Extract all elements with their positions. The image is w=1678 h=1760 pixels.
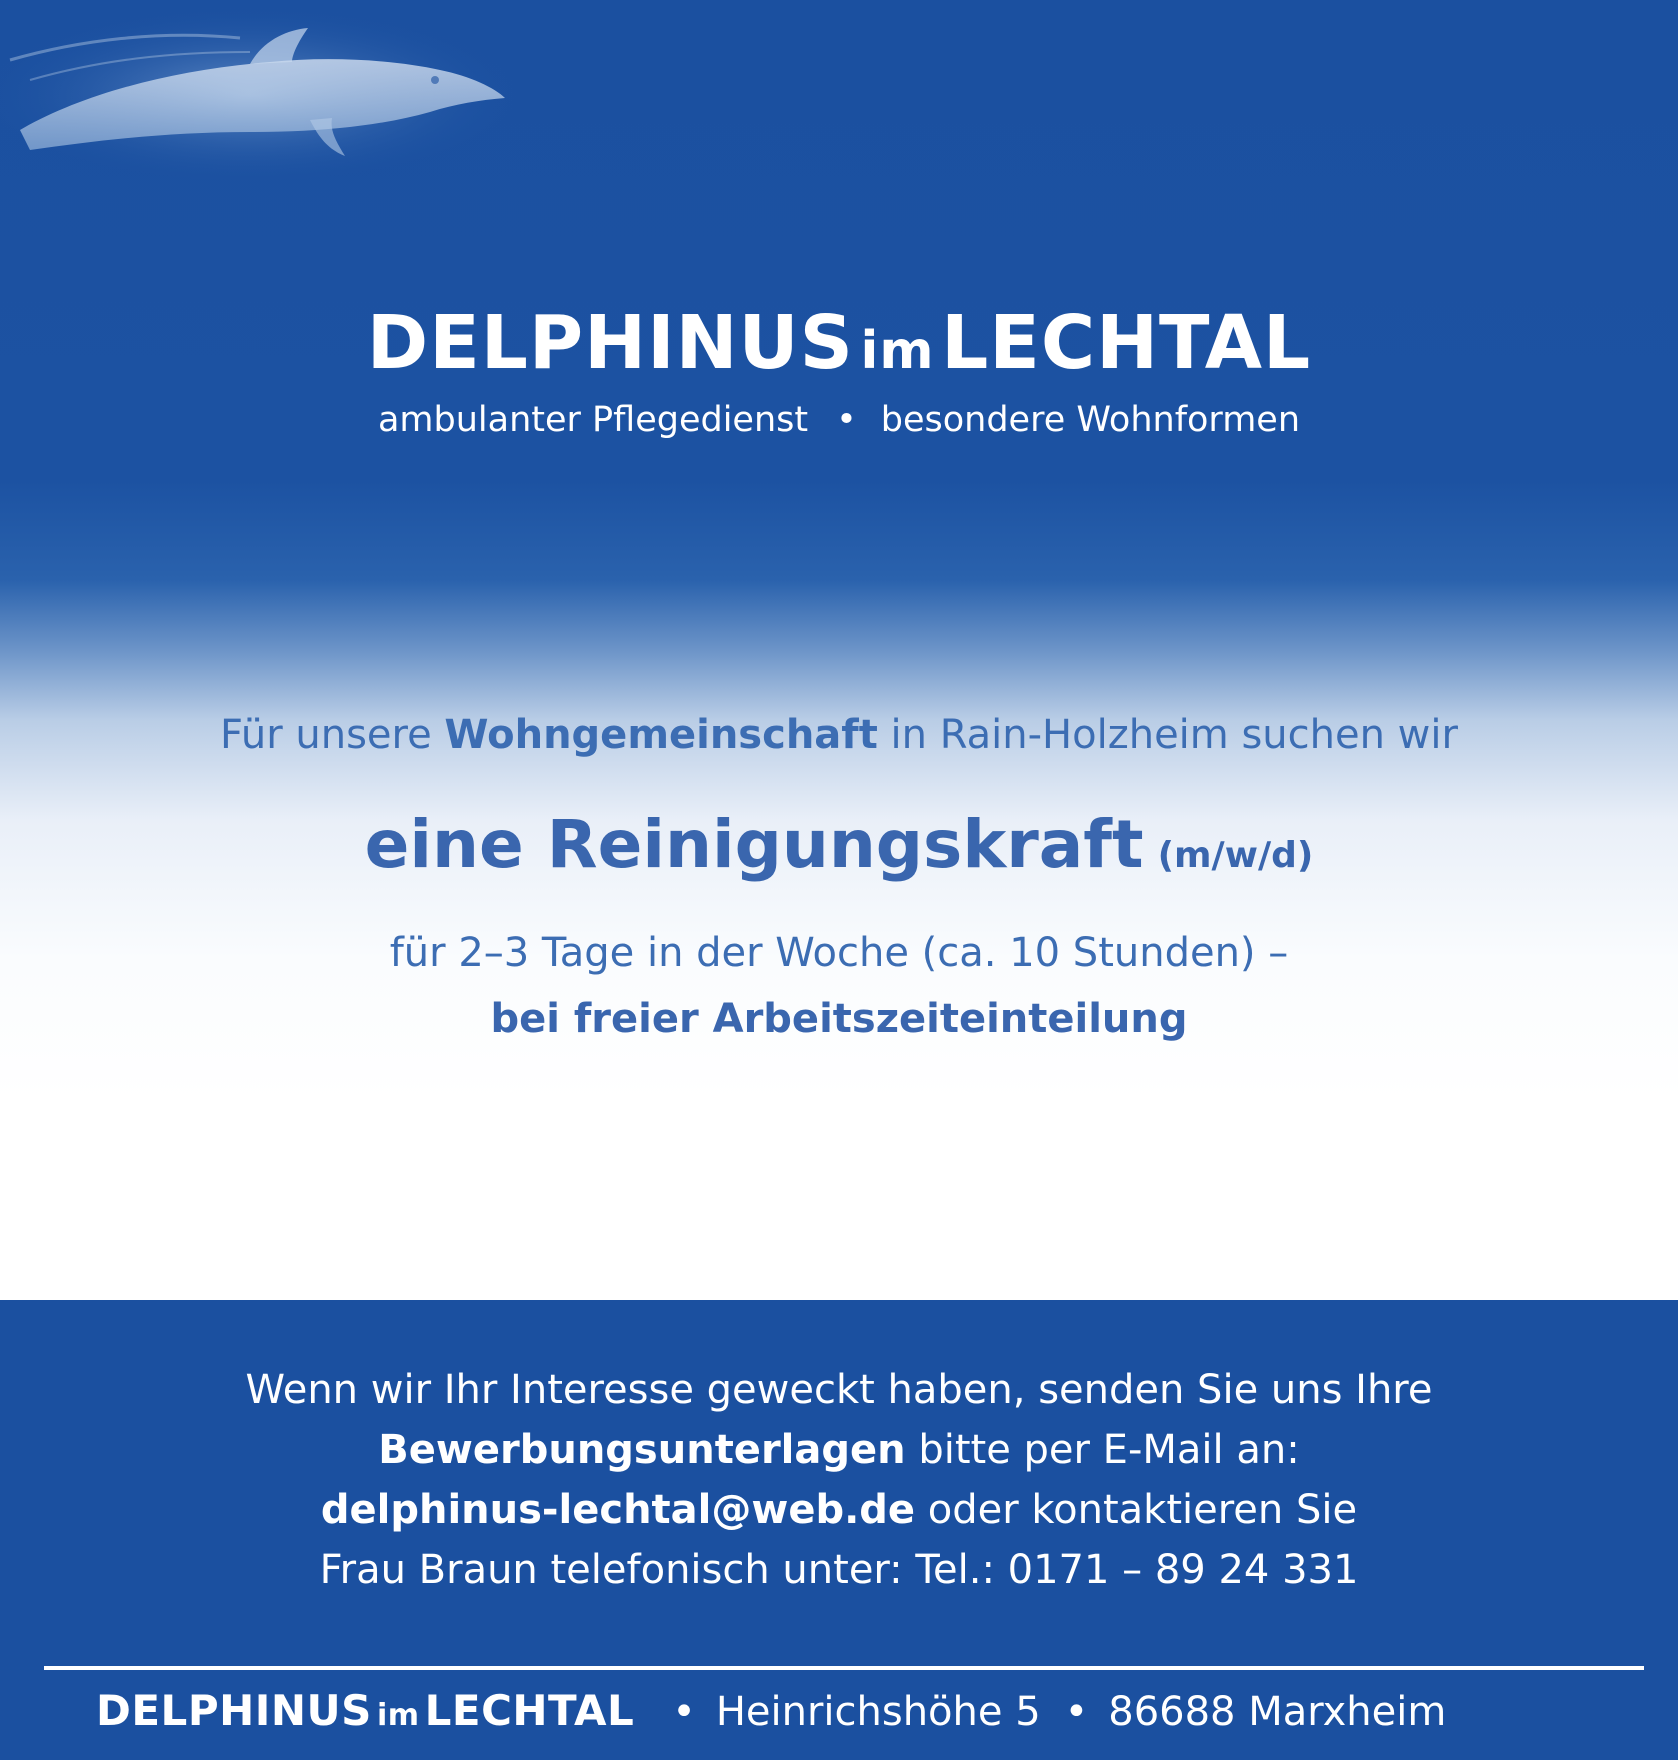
footer-street: Heinrichshöhe 5 bbox=[715, 1689, 1041, 1735]
contact-documents: Bewerbungsunterlagen bbox=[378, 1427, 906, 1473]
footer-divider bbox=[44, 1666, 1644, 1670]
contact-line-3 bbox=[0, 1480, 1678, 1540]
brand-word-delphinus: DELPHINUS bbox=[366, 300, 854, 386]
position-suffix: (m/w/d) bbox=[1157, 835, 1314, 876]
intro-pre: Für unsere bbox=[220, 712, 432, 758]
footer-city: 86688 Marxheim bbox=[1108, 1689, 1447, 1735]
contact-line-2 bbox=[0, 1420, 1678, 1480]
tagline-right: besondere Wohnformen bbox=[880, 400, 1301, 440]
contact-panel bbox=[0, 1300, 1678, 1760]
contact-text bbox=[0, 1360, 1678, 1600]
dolphin-icon bbox=[0, 0, 540, 200]
position-details bbox=[0, 920, 1678, 1052]
contact-line-3-rest: oder kontaktieren Sie bbox=[927, 1487, 1358, 1533]
tagline-left: ambulanter Pflegedienst bbox=[377, 400, 809, 440]
position-title: eine Reinigungskraft bbox=[364, 806, 1144, 883]
footer-separator-1: • bbox=[672, 1689, 696, 1735]
intro-bold: Wohngemeinschaft bbox=[444, 712, 878, 758]
offer-intro bbox=[0, 712, 1678, 758]
position-heading bbox=[0, 806, 1678, 883]
footer-brand-delphinus: DELPHINUS bbox=[96, 1686, 372, 1735]
contact-email: delphinus-lechtal@web.de bbox=[320, 1487, 916, 1533]
brand-title bbox=[0, 300, 1678, 386]
contact-line-1: Wenn wir Ihr Interesse geweckt haben, senden Sie uns Ihre bbox=[245, 1367, 1433, 1413]
footer-brand-im: im bbox=[376, 1698, 420, 1733]
footer-address bbox=[96, 1686, 1446, 1746]
footer-separator-2: • bbox=[1064, 1689, 1089, 1735]
intro-post: in Rain-Holzheim suchen wir bbox=[890, 712, 1458, 758]
details-line-1: für 2–3 Tage in der Woche (ca. 10 Stunden) – bbox=[389, 930, 1289, 976]
footer-brand-lechtal: LECHTAL bbox=[424, 1686, 635, 1735]
brand-tagline bbox=[0, 400, 1678, 440]
contact-line-2-rest: bitte per E-Mail an: bbox=[918, 1427, 1300, 1473]
details-line-2: bei freier Arbeitszeiteinteilung bbox=[490, 996, 1188, 1042]
brand-word-im: im bbox=[860, 321, 935, 381]
contact-phone-line: Frau Braun telefonisch unter: Tel.: 0171 – 89 24 331 bbox=[319, 1547, 1359, 1593]
brand-word-lechtal: LECHTAL bbox=[941, 300, 1312, 386]
tagline-separator: • bbox=[836, 400, 857, 440]
